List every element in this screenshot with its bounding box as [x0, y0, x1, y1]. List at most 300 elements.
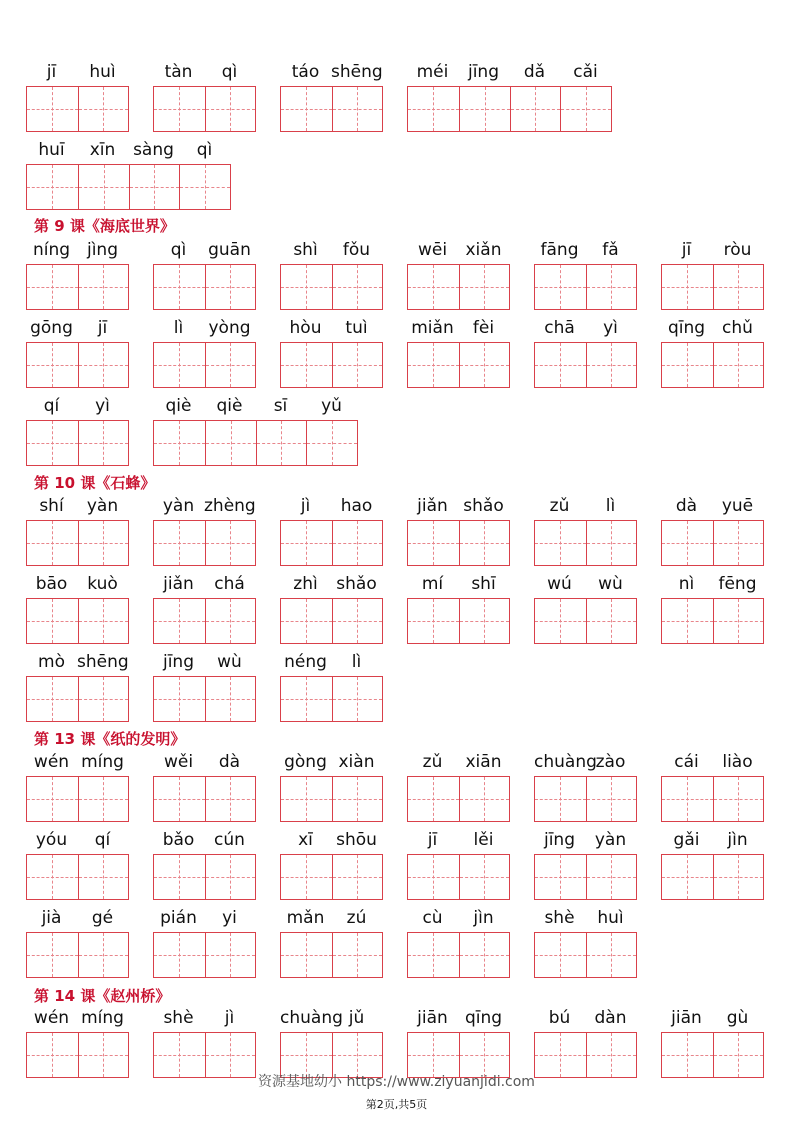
pinyin-label: tàn — [164, 62, 193, 82]
word-group — [153, 652, 256, 728]
pinyin-label: shí — [39, 496, 64, 516]
pinyin-label: jìng — [86, 240, 118, 260]
pinyin-label: táo — [291, 62, 320, 82]
pinyin-label: liào — [722, 752, 753, 772]
tianzige-grid[interactable] — [407, 264, 510, 310]
tianzige-grid[interactable] — [26, 676, 129, 722]
tianzige-grid[interactable] — [153, 932, 256, 978]
writing-cell[interactable] — [408, 933, 459, 977]
writing-cell[interactable] — [662, 521, 713, 565]
word-group — [153, 574, 256, 650]
writing-cell[interactable] — [154, 599, 205, 643]
pinyin-label: shè — [163, 1008, 194, 1028]
writing-cell[interactable] — [408, 855, 459, 899]
pinyin-label: jīng — [467, 62, 499, 82]
writing-cell[interactable] — [205, 599, 256, 643]
writing-cell[interactable] — [78, 855, 129, 899]
pinyin-label: jì — [300, 496, 311, 516]
pinyin-label: zǔ — [549, 496, 570, 516]
lesson-heading: 第 13 课《纸的发明》 — [34, 730, 186, 748]
pinyin-label: dà — [675, 496, 698, 516]
tianzige-grid[interactable] — [280, 776, 383, 822]
writing-cell[interactable] — [408, 599, 459, 643]
writing-cell[interactable] — [281, 599, 332, 643]
tianzige-grid[interactable] — [26, 932, 129, 978]
writing-cell[interactable] — [332, 677, 383, 721]
pinyin-label: shēng — [331, 62, 383, 82]
pinyin-label: chá — [214, 574, 245, 594]
tianzige-grid[interactable] — [534, 854, 637, 900]
writing-cell[interactable] — [332, 933, 383, 977]
pinyin-label: mǎn — [286, 908, 325, 928]
word-group — [280, 318, 383, 394]
writing-cell[interactable] — [27, 855, 78, 899]
writing-cell[interactable] — [205, 855, 256, 899]
tianzige-grid[interactable] — [661, 776, 764, 822]
pinyin-label: jìn — [727, 830, 748, 850]
pinyin-label: jī — [46, 62, 57, 82]
writing-cell[interactable] — [459, 933, 510, 977]
pinyin-label: wù — [598, 574, 623, 594]
writing-cell[interactable] — [662, 343, 713, 387]
word-group — [407, 62, 612, 138]
writing-cell[interactable] — [78, 777, 129, 821]
pinyin-label: zhì — [293, 574, 318, 594]
pinyin-label: cái — [674, 752, 699, 772]
tianzige-grid[interactable] — [661, 342, 764, 388]
pinyin-label: dàn — [594, 1008, 627, 1028]
writing-cell[interactable] — [459, 343, 510, 387]
pinyin-label: mò — [38, 652, 65, 672]
word-group — [280, 62, 383, 138]
word-group — [26, 62, 129, 138]
pinyin-label: hòu — [289, 318, 322, 338]
tianzige-grid[interactable] — [153, 598, 256, 644]
pinyin-label: zǔ — [422, 752, 443, 772]
word-group — [407, 830, 510, 906]
pinyin-label: jīng — [162, 652, 194, 672]
writing-cell[interactable] — [535, 599, 586, 643]
pinyin-label: míng — [81, 752, 124, 772]
pinyin-label: sī — [273, 396, 288, 416]
word-group — [534, 240, 637, 316]
word-group — [153, 908, 256, 984]
word-group — [26, 496, 129, 572]
writing-cell[interactable] — [179, 165, 230, 209]
pinyin-label: gōng — [30, 318, 73, 338]
writing-cell[interactable] — [154, 87, 205, 131]
word-group — [661, 318, 764, 394]
tianzige-grid[interactable] — [407, 932, 510, 978]
writing-cell[interactable] — [713, 265, 764, 309]
lesson-heading: 第 9 课《海底世界》 — [34, 217, 175, 235]
word-group — [661, 752, 764, 828]
writing-cell[interactable] — [78, 87, 129, 131]
pinyin-label: bú — [548, 1008, 571, 1028]
pinyin-label: mí — [421, 574, 444, 594]
writing-cell[interactable] — [332, 343, 383, 387]
writing-cell[interactable] — [78, 933, 129, 977]
tianzige-grid[interactable] — [661, 520, 764, 566]
writing-cell[interactable] — [27, 87, 78, 131]
tianzige-grid[interactable] — [280, 264, 383, 310]
pinyin-label: méi — [416, 62, 449, 82]
tianzige-grid[interactable] — [280, 86, 383, 132]
writing-cell[interactable] — [586, 933, 637, 977]
pinyin-label: lěi — [473, 830, 494, 850]
word-group — [407, 752, 510, 828]
writing-cell[interactable] — [78, 421, 129, 465]
writing-cell[interactable] — [586, 777, 637, 821]
writing-cell[interactable] — [332, 855, 383, 899]
writing-cell[interactable] — [332, 777, 383, 821]
tianzige-grid[interactable] — [26, 86, 129, 132]
pinyin-label: wēi — [417, 240, 448, 260]
writing-cell[interactable] — [408, 87, 459, 131]
writing-cell[interactable] — [78, 165, 129, 209]
writing-cell[interactable] — [154, 677, 205, 721]
pinyin-label: jī — [681, 240, 692, 260]
pinyin-label: shēng — [77, 652, 129, 672]
writing-cell[interactable] — [459, 521, 510, 565]
writing-cell[interactable] — [281, 777, 332, 821]
writing-cell[interactable] — [713, 777, 764, 821]
watermark-text: 资源基地幼小 https://www.ziyuanjidi.com — [258, 1074, 535, 1090]
writing-cell[interactable] — [154, 265, 205, 309]
writing-cell[interactable] — [586, 521, 637, 565]
writing-cell[interactable] — [586, 265, 637, 309]
tianzige-grid[interactable] — [534, 264, 637, 310]
writing-cell[interactable] — [713, 855, 764, 899]
writing-cell[interactable] — [459, 855, 510, 899]
pinyin-label: wén — [33, 752, 70, 772]
tianzige-grid[interactable] — [26, 854, 129, 900]
tianzige-grid[interactable] — [661, 598, 764, 644]
writing-cell[interactable] — [154, 343, 205, 387]
pinyin-label: jiǎn — [163, 574, 194, 594]
pinyin-label: yuē — [721, 496, 754, 516]
writing-cell[interactable] — [154, 933, 205, 977]
pinyin-label: lì — [173, 318, 184, 338]
writing-cell[interactable] — [27, 521, 78, 565]
writing-cell[interactable] — [27, 599, 78, 643]
writing-cell[interactable] — [535, 777, 586, 821]
word-group — [661, 240, 764, 316]
tianzige-grid[interactable] — [407, 520, 510, 566]
writing-cell[interactable] — [713, 521, 764, 565]
word-group — [407, 496, 510, 572]
pinyin-label: qí — [94, 830, 111, 850]
pinyin-label: miǎn — [411, 318, 454, 338]
writing-cell[interactable] — [205, 777, 256, 821]
writing-cell[interactable] — [27, 777, 78, 821]
tianzige-grid[interactable] — [153, 86, 256, 132]
tianzige-grid[interactable] — [280, 598, 383, 644]
writing-cell[interactable] — [332, 87, 383, 131]
word-group — [534, 496, 637, 572]
writing-cell[interactable] — [281, 933, 332, 977]
tianzige-grid[interactable] — [153, 264, 256, 310]
word-group — [280, 496, 383, 572]
writing-cell[interactable] — [27, 165, 78, 209]
tianzige-grid[interactable] — [534, 776, 637, 822]
word-group — [407, 318, 510, 394]
pinyin-label: fēng — [718, 574, 757, 594]
tianzige-grid[interactable] — [153, 520, 256, 566]
writing-cell[interactable] — [205, 421, 256, 465]
pinyin-label: jī — [97, 318, 108, 338]
writing-cell[interactable] — [281, 677, 332, 721]
word-group — [534, 318, 637, 394]
pinyin-label: nì — [678, 574, 695, 594]
writing-cell[interactable] — [408, 265, 459, 309]
writing-cell[interactable] — [205, 933, 256, 977]
writing-cell[interactable] — [535, 343, 586, 387]
tianzige-grid[interactable] — [280, 854, 383, 900]
tianzige-grid[interactable] — [661, 854, 764, 900]
writing-cell[interactable] — [281, 855, 332, 899]
word-group — [407, 574, 510, 650]
writing-cell[interactable] — [586, 855, 637, 899]
tianzige-grid[interactable] — [26, 520, 129, 566]
tianzige-grid[interactable] — [407, 776, 510, 822]
writing-cell[interactable] — [129, 165, 180, 209]
pinyin-label: fāng — [540, 240, 579, 260]
pinyin-label: chǔ — [722, 318, 753, 338]
pinyin-label: huī — [38, 140, 65, 160]
writing-cell[interactable] — [535, 933, 586, 977]
writing-cell[interactable] — [154, 855, 205, 899]
tianzige-grid[interactable] — [661, 264, 764, 310]
writing-cell[interactable] — [662, 599, 713, 643]
tianzige-grid[interactable] — [534, 342, 637, 388]
writing-cell[interactable] — [281, 87, 332, 131]
writing-cell[interactable] — [205, 265, 256, 309]
pinyin-label: shè — [544, 908, 575, 928]
tianzige-grid[interactable] — [26, 164, 231, 210]
word-group — [153, 496, 256, 572]
tianzige-grid[interactable] — [26, 776, 129, 822]
pinyin-label: wú — [547, 574, 572, 594]
word-group — [26, 652, 129, 728]
pinyin-label: míng — [81, 1008, 124, 1028]
writing-cell[interactable] — [560, 87, 611, 131]
writing-cell[interactable] — [78, 677, 129, 721]
word-group — [534, 908, 637, 984]
pinyin-label: qiè — [216, 396, 243, 416]
pinyin-label: yì — [95, 396, 110, 416]
pinyin-label: qì — [196, 140, 213, 160]
writing-cell[interactable] — [154, 421, 205, 465]
pinyin-label: chuàng — [280, 1008, 343, 1028]
writing-cell[interactable] — [408, 521, 459, 565]
writing-cell[interactable] — [535, 265, 586, 309]
tianzige-grid[interactable] — [407, 86, 612, 132]
writing-cell[interactable] — [535, 521, 586, 565]
writing-cell[interactable] — [662, 777, 713, 821]
tianzige-grid[interactable] — [407, 854, 510, 900]
tianzige-grid[interactable] — [153, 342, 256, 388]
writing-cell[interactable] — [408, 343, 459, 387]
writing-cell[interactable] — [27, 933, 78, 977]
writing-cell[interactable] — [27, 677, 78, 721]
tianzige-grid[interactable] — [153, 776, 256, 822]
word-group — [280, 574, 383, 650]
writing-cell[interactable] — [27, 265, 78, 309]
writing-cell[interactable] — [154, 777, 205, 821]
writing-cell[interactable] — [281, 343, 332, 387]
pinyin-label: qì — [170, 240, 187, 260]
pinyin-label: ròu — [723, 240, 752, 260]
tianzige-grid[interactable] — [280, 342, 383, 388]
pinyin-label: dǎ — [523, 62, 546, 82]
writing-cell[interactable] — [281, 521, 332, 565]
pinyin-label: xiǎn — [465, 240, 502, 260]
writing-cell[interactable] — [535, 855, 586, 899]
writing-cell[interactable] — [205, 521, 256, 565]
tianzige-grid[interactable] — [26, 420, 129, 466]
word-group — [280, 652, 383, 728]
word-group — [153, 396, 358, 472]
pinyin-label: yi — [222, 908, 237, 928]
word-group — [26, 140, 231, 216]
writing-cell[interactable] — [205, 87, 256, 131]
word-group — [26, 752, 129, 828]
word-group — [280, 830, 383, 906]
pinyin-label: lì — [351, 652, 362, 672]
pinyin-label: yì — [603, 318, 618, 338]
writing-cell[interactable] — [27, 343, 78, 387]
word-group — [407, 240, 510, 316]
pinyin-label: yóu — [35, 830, 68, 850]
writing-cell[interactable] — [713, 343, 764, 387]
pinyin-label: sàng — [133, 140, 174, 160]
pinyin-label: jiān — [671, 1008, 702, 1028]
pinyin-label: gǎi — [673, 830, 700, 850]
word-group — [534, 830, 637, 906]
word-group — [26, 318, 129, 394]
pinyin-label: shǎo — [336, 574, 377, 594]
pinyin-label: qīng — [667, 318, 706, 338]
pinyin-label: jìn — [473, 908, 494, 928]
writing-cell[interactable] — [306, 421, 357, 465]
writing-cell[interactable] — [459, 87, 510, 131]
pinyin-label: yàn — [594, 830, 627, 850]
writing-cell[interactable] — [27, 421, 78, 465]
pinyin-label: xiàn — [338, 752, 375, 772]
writing-cell[interactable] — [78, 343, 129, 387]
tianzige-grid[interactable] — [26, 598, 129, 644]
pinyin-label: jì — [224, 1008, 235, 1028]
pinyin-label: chā — [544, 318, 575, 338]
pinyin-label: huì — [597, 908, 624, 928]
tianzige-grid[interactable] — [26, 264, 129, 310]
pinyin-label: jiǎn — [417, 496, 448, 516]
word-group — [153, 240, 256, 316]
tianzige-grid[interactable] — [153, 420, 358, 466]
writing-cell[interactable] — [586, 599, 637, 643]
writing-cell[interactable] — [78, 265, 129, 309]
word-group — [661, 830, 764, 906]
pinyin-label: kuò — [87, 574, 118, 594]
tianzige-grid[interactable] — [534, 520, 637, 566]
pinyin-label: bǎo — [162, 830, 195, 850]
word-group — [407, 908, 510, 984]
pinyin-label: wù — [217, 652, 242, 672]
tianzige-grid[interactable] — [407, 342, 510, 388]
writing-cell[interactable] — [510, 87, 561, 131]
pinyin-label: shī — [471, 574, 496, 594]
writing-cell[interactable] — [408, 777, 459, 821]
pinyin-label: wén — [33, 1008, 70, 1028]
word-group — [153, 318, 256, 394]
writing-cell[interactable] — [78, 521, 129, 565]
pinyin-label: fèi — [472, 318, 495, 338]
tianzige-grid[interactable] — [407, 598, 510, 644]
word-group — [534, 752, 637, 828]
pinyin-label: yàn — [162, 496, 195, 516]
writing-cell[interactable] — [459, 777, 510, 821]
pinyin-label: zào — [595, 752, 626, 772]
tianzige-grid[interactable] — [280, 676, 383, 722]
writing-cell[interactable] — [713, 599, 764, 643]
pinyin-label: néng — [284, 652, 327, 672]
pinyin-label: jià — [41, 908, 62, 928]
pinyin-label: fǒu — [342, 240, 371, 260]
word-group — [153, 752, 256, 828]
word-group — [661, 574, 764, 650]
pinyin-label: wěi — [163, 752, 194, 772]
pinyin-label: yòng — [208, 318, 251, 338]
writing-cell[interactable] — [332, 599, 383, 643]
writing-cell[interactable] — [586, 343, 637, 387]
word-group — [26, 574, 129, 650]
pinyin-label: dà — [218, 752, 241, 772]
writing-cell[interactable] — [662, 265, 713, 309]
writing-cell[interactable] — [154, 521, 205, 565]
writing-cell[interactable] — [332, 521, 383, 565]
writing-cell[interactable] — [332, 265, 383, 309]
word-group — [26, 908, 129, 984]
writing-cell[interactable] — [459, 599, 510, 643]
pinyin-label: tuì — [345, 318, 368, 338]
pinyin-label: gé — [91, 908, 114, 928]
writing-cell[interactable] — [662, 855, 713, 899]
pinyin-label: jǔ — [348, 1008, 365, 1028]
tianzige-grid[interactable] — [280, 520, 383, 566]
pinyin-label: shì — [293, 240, 318, 260]
pinyin-label: jīng — [543, 830, 575, 850]
tianzige-grid[interactable] — [534, 932, 637, 978]
pinyin-label: cún — [214, 830, 245, 850]
writing-cell[interactable] — [459, 265, 510, 309]
writing-cell[interactable] — [205, 677, 256, 721]
writing-cell[interactable] — [78, 599, 129, 643]
pinyin-label: xī — [298, 830, 313, 850]
word-group — [661, 496, 764, 572]
pinyin-label: guān — [208, 240, 251, 260]
tianzige-grid[interactable] — [153, 676, 256, 722]
pinyin-label: qí — [43, 396, 60, 416]
writing-cell[interactable] — [256, 421, 307, 465]
tianzige-grid[interactable] — [280, 932, 383, 978]
tianzige-grid[interactable] — [153, 854, 256, 900]
tianzige-grid[interactable] — [26, 342, 129, 388]
writing-cell[interactable] — [205, 343, 256, 387]
pinyin-label: chuàng — [534, 752, 597, 772]
tianzige-grid[interactable] — [534, 598, 637, 644]
writing-cell[interactable] — [281, 265, 332, 309]
